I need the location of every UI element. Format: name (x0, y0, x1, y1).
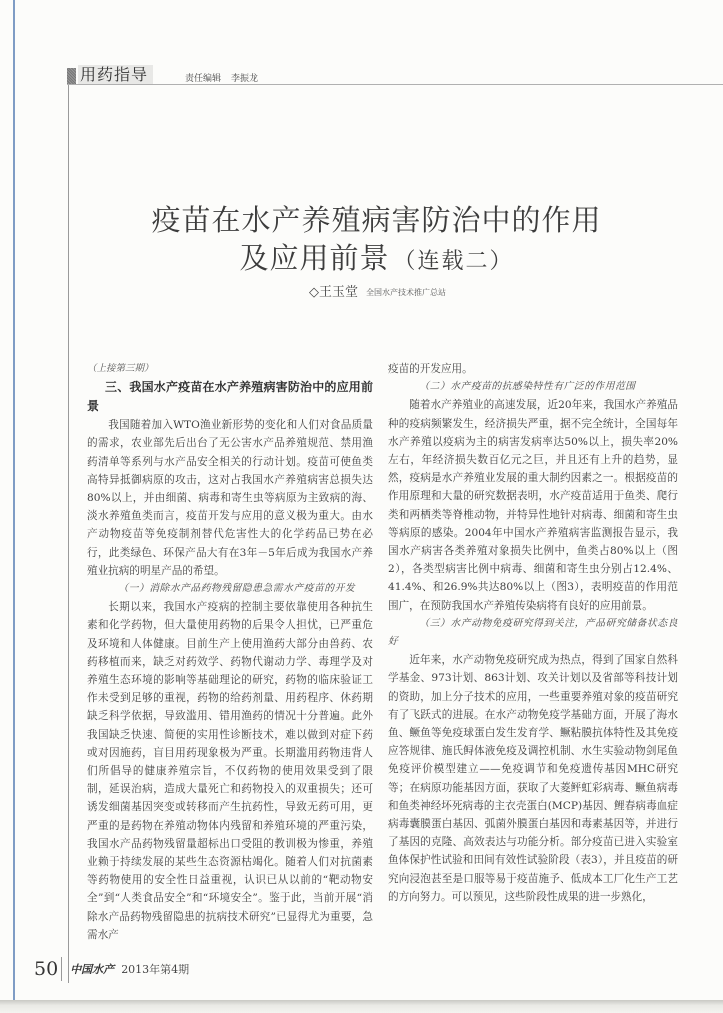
paragraph: 随着水产养殖业的高速发展，近20年来，我国水产养殖品种的疫病频繁发生，经济损失严重，据不完全统计，全国每年水产养殖以疫病为主的病害发病率达50%以上，损失率20%左右，年经济损失数百亿元之巨，并且还有上升的趋势，显然，疫病是水产养殖业发展的重大制约因素之一。根据疫苗的作用原理和大量的研究数据表明，水产疫苗适用于鱼类、爬行类和两栖类等脊椎动物，并特异性地针对病毒、细菌和寄生虫等病原的感染。2004年中国水产养殖病害监测报告显示，我国水产病害各类养殖对象损失比例中，鱼类占80%以上（图2），各类型病害比例中病毒、细菌和寄生虫分别占12.4%、41.4%、和26.9%共达80%以上（图3），表明疫苗的作用范围广，在预防我国水产养殖传染病将有良好的应用前景。 (388, 399, 678, 612)
paragraph-continued: 疫苗的开发应用。 (388, 363, 473, 375)
page-number: 50 (34, 958, 59, 980)
magazine-name: 中国水产 (70, 963, 115, 976)
page-footer (34, 957, 189, 983)
left-column (87, 360, 373, 944)
page-bottom-shadow (0, 1000, 723, 1013)
author-affiliation: 全国水产技术推广总站 (366, 288, 446, 297)
article-title-line2 (0, 236, 723, 277)
byline (0, 281, 723, 300)
article-serial: （连载二） (393, 249, 514, 274)
article-title-line1: 疫苗在水产养殖病害防治中的作用 (151, 203, 602, 237)
subheading: （一）消除水产品药物残留隐患急需水产疫苗的开发 (118, 583, 356, 595)
section-name: 用药指导 (78, 65, 153, 84)
issue-label: 2013年第4期 (121, 963, 190, 976)
subheading: （三）水产动物免疫研究得到关注，产品研究储备状态良好 (388, 617, 678, 648)
right-column (388, 360, 678, 906)
editor-name: 李振龙 (231, 74, 259, 84)
paragraph: 长期以来，我国水产疫病的控制主要依靠使用各种抗生素和化学药物，但大量使用药物的后果令人担忧，已严重危及环境和人体健康。目前生产上使用渔药大部分由兽药、农药移植而来，缺乏对药效学、药物代谢动力学、毒理学及对养殖生态环境的影响等基础理论的研究，药物的临床验证工作未受到足够的重视，药物的给药剂量、用药程序、休药期缺乏科学依据，导致滥用、错用渔药的情况十分普遍。此外我国缺乏快速、简便的实用性诊断技术，难以做到对症下药或对因施药，盲目用药现象极为严重。长期滥用药物违背人们所倡导的健康养殖宗旨，不仅药物的使用效果受到了限制，延误治病，造成大量死亡和药物投入的双重损失；还可诱发细菌基因突变或转移而产生抗药性，导致无药可用，更严重的是药物在养殖动物体内残留和养殖环境的严重污染，我国水产品药物残留量超标出口受阻的教训极为惨重，养殖业赖于持续发展的某些生态资源枯竭化。随着人们对抗菌素等药物使用的安全性日益重视，认识已从以前的“靶动物安全”到“人类食品安全”和“环境安全”。鉴于此，当前开展“消除水产品药物残留隐患的抗病技术研究”已显得尤为重要，急需水产 (87, 601, 373, 941)
subheading: （二）水产疫苗的抗感染特性有广泛的作用范围 (419, 381, 636, 393)
paragraph: 我国随着加入WTO渔业新形势的变化和人们对食品质量的需求，农业部先后出台了无公害水产品养殖规范、禁用渔药清单等系列与水产品安全相关的行动计划。疫苗可使鱼类高特异抵御病原的攻击，这对占我国水产养殖病害总损失达80%以上，并由细菌、病毒和寄生虫等病原为主致病的海、淡水养殖鱼类而言，疫苗开发与应用的意义极为重大。由水产动物疫苗等免疫制剂替代危害性大的化学药品已势在必行，此类绿色、环保产品大有在3年－5年后成为我国水产养殖业抗病的明星产品的希望。 (87, 419, 373, 577)
article-title-text: 及应用前景 (239, 241, 390, 275)
footer-divider (61, 957, 62, 981)
continued-note: （上接第三期） (87, 363, 154, 374)
section-heading: 三、我国水产疫苗在水产养殖病害防治中的应用前景 (87, 380, 373, 414)
diamond-icon: ◇ (308, 285, 319, 300)
paragraph: 近年来，水产动物免疫研究成为热点，得到了国家自然科学基金、973计划、863计划、攻关计划以及省部等科技计划的资助，加上分子技术的应用，一些重要养殖对象的疫苗研究有了飞跃式的进展。在水产动物免疫学基础方面，开展了海水鱼、鳜鱼等免疫球蛋白发生发育学、鳜粘膜抗体特性及其免疫应答规律、施氏鲟体液免疫及调控机制、水生实验动物剑尾鱼免疫评价模型建立——免疫调节和免疫遗传基因MHC研究等；在病原功能基因方面，获取了大菱鲆虹彩病毒、鳜鱼病毒和鱼类神经坏死病毒的主衣壳蛋白(MCP)基因、鲤春病毒血症病毒囊膜蛋白基因、弧菌外膜蛋白基因和毒素基因等，并进行了基因的克隆、高效表达与功能分析。部分疫苗已进入实验室鱼体保护性试验和田间有效性试验阶段（表3），并且疫苗的研究向浸泡甚至是口服等易于疫苗施予、低成本工厂化生产工艺的方向努力。可以预见，这些阶段性成果的进一步熟化， (388, 654, 678, 903)
section-bar-icon (67, 68, 76, 84)
editor-label: 责任编辑 (185, 74, 222, 84)
editor-credit (185, 71, 258, 84)
author-name: 王玉堂 (318, 285, 358, 300)
section-header (67, 65, 723, 85)
page-edge-line (13, 0, 15, 1000)
